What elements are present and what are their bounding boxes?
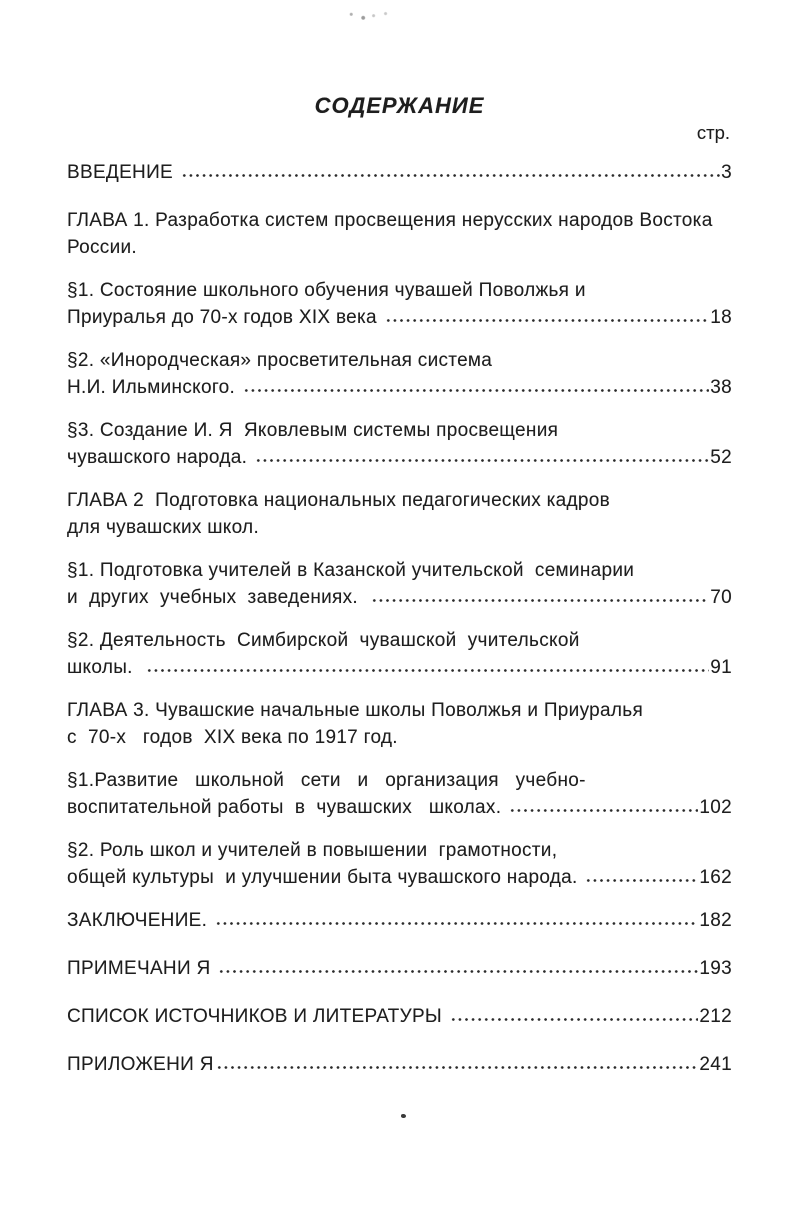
toc-entry-text: воспитательной работы в чувашских школах.	[67, 797, 507, 818]
toc-page-number: 18	[710, 307, 732, 328]
toc-entry-text: чувашского народа.	[67, 447, 253, 468]
page-title: СОДЕРЖАНИЕ	[314, 93, 485, 118]
toc-entry	[67, 159, 732, 186]
toc-dot-leader	[585, 878, 698, 883]
toc-entry-line	[67, 864, 732, 891]
toc-dot-leader	[255, 458, 710, 463]
toc-entry	[67, 955, 732, 982]
scan-artifact-dot	[401, 1114, 406, 1118]
toc-page-number: 241	[699, 1054, 732, 1075]
toc-entry-line: ГЛАВА 3. Чувашские начальные школы Поволжья и Приуралья	[67, 700, 644, 721]
toc-entry-line	[67, 444, 732, 471]
toc-entry-line: для чувашских школ.	[67, 517, 260, 538]
toc-entry	[67, 1051, 732, 1078]
toc-dot-leader	[243, 388, 710, 393]
toc-dot-leader	[450, 1017, 699, 1022]
toc-entry-line	[67, 159, 732, 186]
toc-page-number: 193	[699, 958, 732, 979]
toc-entry-line	[67, 1003, 732, 1030]
toc-entry	[67, 627, 732, 681]
toc-entry-line	[67, 907, 732, 934]
toc-entry-line: §2. Роль школ и учителей в повышении грамотности,	[67, 840, 558, 861]
toc-entry-line: России.	[67, 237, 138, 258]
toc-entry-text: ЗАКЛЮЧЕНИЕ.	[67, 910, 213, 931]
toc-dot-leader	[215, 921, 699, 926]
toc-page-number: 102	[699, 797, 732, 818]
toc-entry-line	[67, 584, 732, 611]
page-column-label: стр.	[696, 122, 730, 143]
toc-entry-text: ПРИМЕЧАНИ Я	[67, 958, 217, 979]
toc-entry-text: и других учебных заведениях.	[67, 587, 370, 608]
toc-dot-leader	[371, 598, 709, 603]
toc-dot-leader	[509, 808, 699, 813]
toc-entry-text: ВВЕДЕНИЕ	[67, 162, 179, 183]
toc-list	[67, 159, 732, 1078]
toc-entry	[67, 907, 732, 934]
toc-entry-line	[67, 1051, 732, 1078]
toc-entry	[67, 207, 732, 261]
toc-page-number: 38	[710, 377, 732, 398]
toc-dot-leader	[218, 969, 698, 974]
toc-dot-leader	[146, 668, 709, 673]
toc-entry-line	[67, 794, 732, 821]
toc-entry-line: §2. Деятельность Симбирской чувашской учительской	[67, 630, 580, 651]
toc-page-number: 91	[710, 657, 732, 678]
toc-entry-line	[67, 304, 732, 331]
toc-dot-leader	[216, 1065, 699, 1070]
toc-entry-line: ГЛАВА 1. Разработка систем просвещения нерусских народов Востока	[67, 210, 713, 231]
toc-dot-leader	[385, 318, 710, 323]
toc-page-number: 212	[699, 1006, 732, 1027]
toc-page-number: 3	[721, 162, 732, 183]
toc-entry-line: §1. Состояние школьного обучения чувашей Поволжья и	[67, 280, 586, 301]
toc-entry	[67, 557, 732, 611]
toc-entry-text: школы.	[67, 657, 144, 678]
toc-entry-line	[67, 955, 732, 982]
toc-entry-text: Н.И. Ильминского.	[67, 377, 241, 398]
toc-entry	[67, 417, 732, 471]
toc-content	[67, 92, 732, 1099]
toc-entry-text: Приуралья до 70-х годов XIX века	[67, 307, 383, 328]
toc-page-number: 182	[699, 910, 732, 931]
toc-entry	[67, 277, 732, 331]
toc-entry-text: общей культуры и улучшении быта чувашского народа.	[67, 867, 584, 888]
toc-entry-line	[67, 654, 732, 681]
toc-entry-line: §2. «Инородческая» просветительная система	[67, 350, 493, 371]
toc-page-number: 52	[710, 447, 732, 468]
toc-entry	[67, 1003, 732, 1030]
toc-entry	[67, 487, 732, 541]
toc-entry-line: с 70-х годов XIX века по 1917 год.	[67, 727, 398, 748]
toc-page-number: 70	[710, 587, 732, 608]
toc-entry	[67, 767, 732, 821]
toc-entry-text: ПРИЛОЖЕНИ Я	[67, 1054, 214, 1075]
toc-entry	[67, 837, 732, 891]
toc-entry-line	[67, 374, 732, 401]
toc-entry-line: §1. Подготовка учителей в Казанской учительской семинарии	[67, 560, 635, 581]
toc-entry	[67, 347, 732, 401]
toc-entry-text: СПИСОК ИСТОЧНИКОВ И ЛИТЕРАТУРЫ	[67, 1006, 448, 1027]
toc-page-number: 162	[699, 867, 732, 888]
toc-entry-line: ГЛАВА 2 Подготовка национальных педагогических кадров	[67, 490, 611, 511]
toc-dot-leader	[181, 173, 721, 178]
toc-entry-line: §1.Развитие школьной сети и организация учебно-	[67, 770, 586, 791]
scan-artifact-smudge	[345, 8, 397, 22]
toc-entry	[67, 697, 732, 751]
toc-entry-line: §3. Создание И. Я Яковлевым системы просвещения	[67, 420, 559, 441]
